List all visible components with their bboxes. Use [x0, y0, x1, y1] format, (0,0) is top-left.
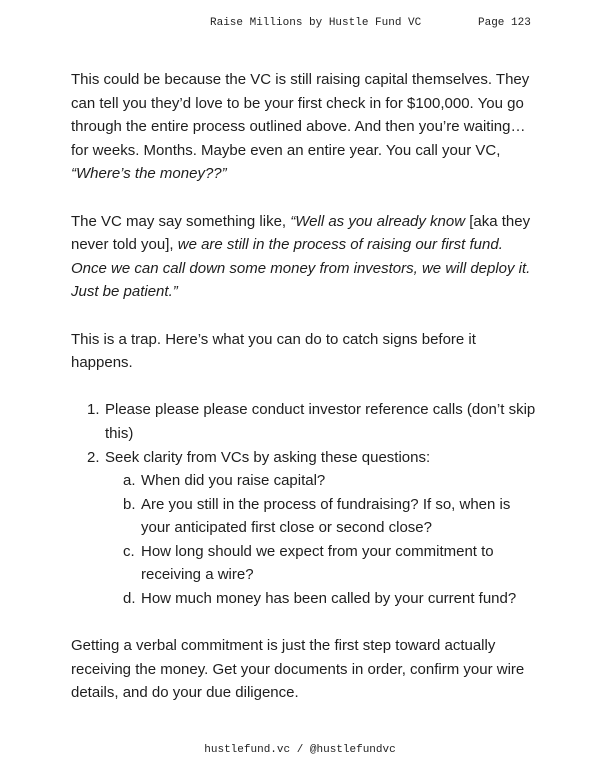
- paragraph-2-quote-2: we are still in the process of raising our first fund. Once we can call down some money from investors, we will deploy it. Just be patient.”: [71, 236, 531, 301]
- list-marker: 2.: [87, 448, 100, 466]
- paragraph-1: [71, 68, 541, 186]
- sublist-item: [123, 540, 541, 587]
- paragraph-2: [71, 210, 541, 304]
- sublist-marker: d.: [123, 590, 136, 608]
- list-marker: 1.: [87, 401, 100, 419]
- page-footer: hustlefund.vc / @hustlefundvc: [204, 744, 396, 756]
- lettered-sublist: [105, 469, 541, 611]
- list-item-text: Seek clarity from VCs by asking these questions:: [105, 448, 431, 466]
- paragraph-2-bracket: [aka they never told you],: [71, 212, 531, 254]
- list-item-text: Please please please conduct investor reference calls (don’t skip this): [105, 401, 536, 442]
- paragraph-4: Getting a verbal commitment is just the first step toward actually receiving the money. Get your documents in order, confirm your wire details, and do your due diligence.: [71, 637, 525, 702]
- sublist-item-text: When did you raise capital?: [141, 472, 326, 490]
- page-content: [71, 68, 541, 729]
- paragraph-2-start: The VC may say something like,: [71, 212, 291, 230]
- book-title: Raise Millions by Hustle Fund VC: [210, 17, 422, 29]
- numbered-list: [71, 398, 541, 610]
- page-number: Page 123: [478, 17, 531, 29]
- sublist-item: [123, 587, 541, 611]
- paragraph-1-text: This could be because the VC is still raising capital themselves. They can tell you they’d love to be your first check in for $100,000. You go through the entire process outlined above. And then you’re waiting… for weeks. Months. Maybe even an entire year. You call your VC,: [71, 71, 530, 159]
- paragraph-2-quote-1: “Well as you already know: [290, 212, 466, 230]
- paragraph-3: This is a trap. Here’s what you can do to catch signs before it happens.: [71, 330, 476, 372]
- paragraph-1-quote: “Where’s the money??”: [71, 165, 227, 183]
- sublist-marker: c.: [123, 542, 135, 560]
- sublist-item-text: How long should we expect from your commitment to receiving a wire?: [141, 542, 494, 584]
- sublist-marker: b.: [123, 495, 136, 513]
- sublist-item-text: Are you still in the process of fundraising? If so, when is your anticipated first close or second close?: [141, 495, 511, 537]
- list-item: [87, 446, 541, 611]
- sublist-marker: a.: [123, 472, 136, 490]
- sublist-item: [123, 469, 541, 493]
- page-header: [0, 14, 600, 34]
- list-item: [87, 398, 541, 445]
- sublist-item: [123, 493, 541, 540]
- sublist-item-text: How much money has been called by your current fund?: [141, 590, 517, 608]
